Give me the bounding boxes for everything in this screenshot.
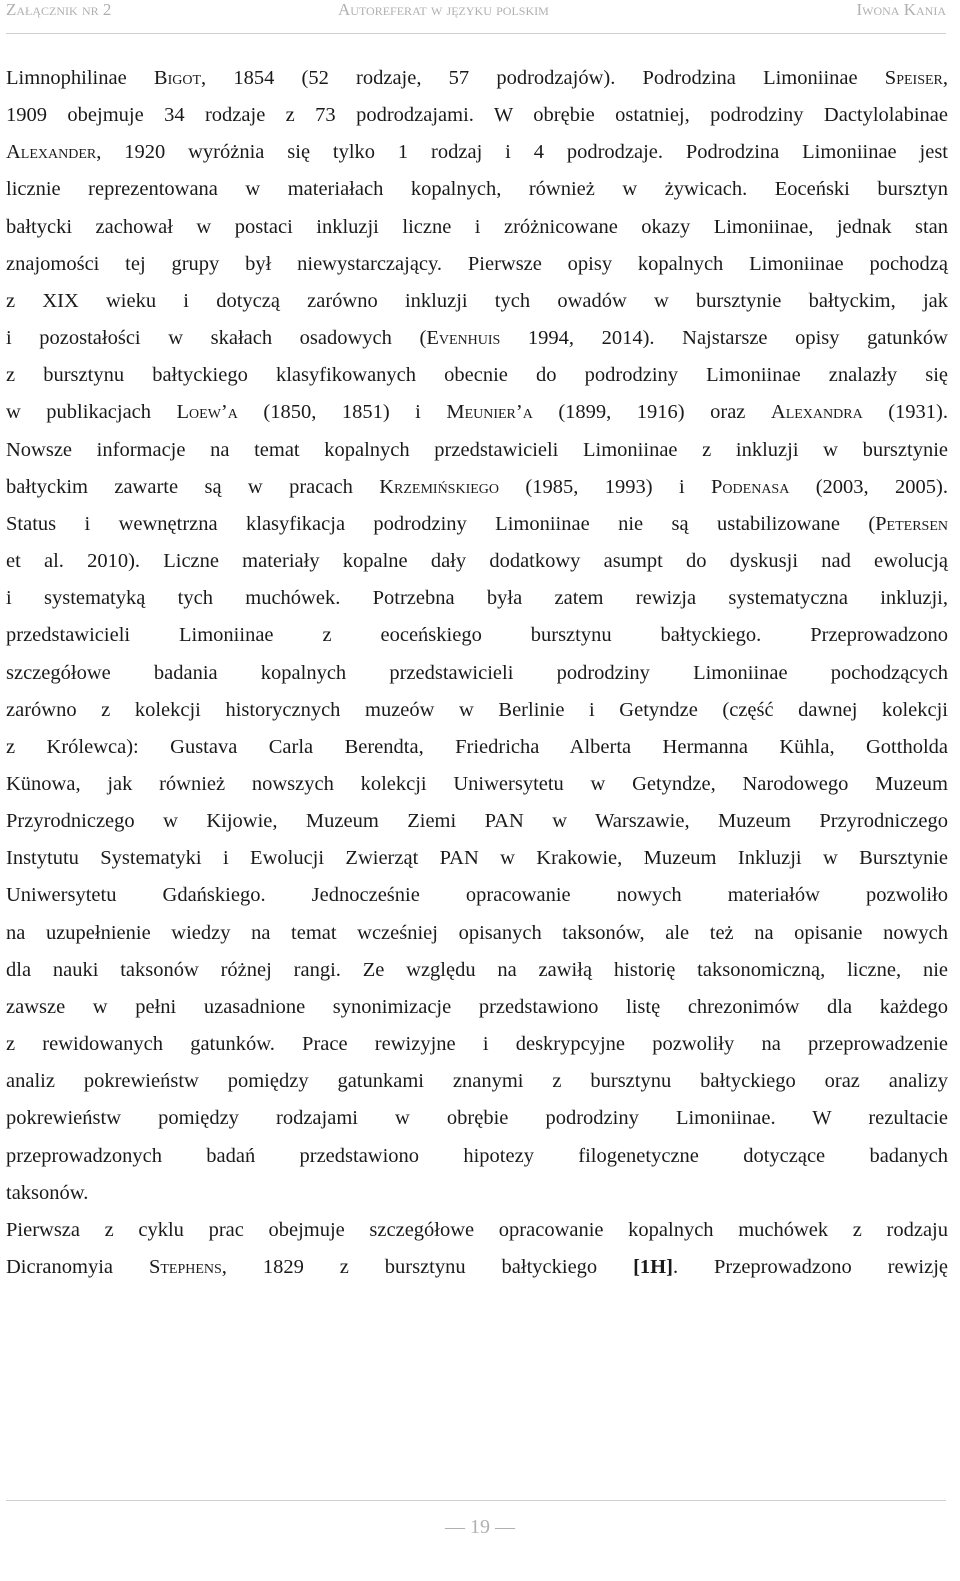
text-run: 1994, 2014). Najstarsze opisy gatunków (500, 327, 948, 350)
text-line (6, 469, 948, 506)
header-center-title: Autoreferat w języku polskim (338, 0, 549, 19)
text-line (6, 209, 948, 246)
text-line (6, 877, 948, 914)
text-run: przedstawicieli Limoniinae z eoceńskiego bursztynu bałtyckiego. Przeprowadzono (6, 624, 948, 647)
text-run: Uniwersytetu Gdańskiego. Jednocześnie opracowanie nowych materiałów pozwoliło (6, 884, 948, 907)
author-name: Evenhuis (426, 327, 501, 350)
footer-rule (6, 1500, 946, 1501)
text-run: , 1854 (52 rodzaje, 57 podrodzajów). Podrodzina Limoniinae (201, 67, 885, 89)
text-run: Künowa, jak również nowszych kolekcji Uniwersytetu w Getyndze, Narodowego Muzeum (6, 772, 948, 795)
author-name: Bigot (153, 67, 201, 89)
text-line (6, 803, 948, 840)
text-line (6, 1063, 948, 1100)
text-run: Nowsze informacje na temat kopalnych przedstawicieli Limoniinae z inkluzji w bursztynie (6, 438, 948, 461)
text-line (6, 320, 948, 357)
text-run: Status i wewnętrzna klasyfikacja podrodziny Limoniinae nie są ustabilizowane ( (6, 512, 876, 535)
text-run: (1931). (862, 401, 948, 424)
text-line (6, 543, 948, 580)
author-name: Alexander (6, 141, 97, 164)
document-body (6, 60, 948, 1286)
header-right-author: Iwona Kania (856, 0, 946, 19)
text-line (6, 357, 948, 394)
text-run: bałtycki zachował w postaci inkluzji liczne i zróżnicowane okazy Limoniinae, jednak stan (6, 215, 948, 238)
page-number-value: 19 (470, 1516, 490, 1538)
text-run: Pierwsza z cyklu prac obejmuje szczegółowe opracowanie kopalnych muchówek z rodzaju (6, 1218, 948, 1241)
text-line (6, 171, 948, 208)
author-name: Stephens (148, 1256, 222, 1278)
text-run: na uzupełnienie wiedzy na temat wcześniej opisanych taksonów, ale też na opisanie nowych (6, 921, 948, 944)
text-run: i systematyką tych muchówek. Potrzebna była zatem rewizja systematyczna inkluzji, (6, 587, 948, 610)
text-run: 1909 obejmuje 34 rodzaje z 73 podrodzajami. W obrębie ostatniej, podrodziny Dactylolabinae (6, 104, 948, 127)
text-run: (1899, 1916) oraz (532, 401, 771, 424)
header-left-annex: Załącznik nr 2 (6, 0, 112, 19)
text-line (6, 246, 948, 283)
text-line (6, 729, 948, 766)
text-line (6, 915, 948, 952)
text-line (6, 134, 948, 171)
text-run: (1850, 1851) i (237, 401, 447, 424)
paper-reference: [1H] (633, 1256, 673, 1278)
text-line (6, 506, 948, 543)
author-name: Alexandra (770, 401, 863, 424)
text-line (6, 580, 948, 617)
author-name: Speiser (884, 67, 943, 89)
author-name: Loew’a (176, 401, 238, 424)
text-run: znajomości tej grupy był niewystarczający. Pierwsze opisy kopalnych Limoniinae pochodzą (6, 252, 948, 275)
author-name: Meunier’a (446, 401, 533, 424)
page-header (6, 0, 946, 40)
text-run: Dicranomyia (6, 1256, 149, 1278)
text-run: taksonów. (6, 1181, 89, 1204)
text-line (6, 952, 948, 989)
text-run: z bursztynu bałtyckiego klasyfikowanych obecnie do podrodziny Limoniinae znalazły się (6, 364, 948, 387)
text-run: dla nauki taksonów różnej rangi. Ze względu na zawiłą historię taksonomiczną, liczne, nie (6, 958, 948, 981)
text-line (6, 1026, 948, 1063)
text-line (6, 1249, 948, 1286)
text-run: pokrewieństw pomiędzy rodzajami w obrębie podrodziny Limoniinae. W rezultacie (6, 1107, 948, 1130)
text-run: licznie reprezentowana w materiałach kopalnych, również w żywicach. Eoceński bursztyn (6, 178, 948, 201)
text-run: przeprowadzonych badań przedstawiono hipotezy filogenetyczne dotyczące badanych (6, 1144, 948, 1167)
text-run: analiz pokrewieństw pomiędzy gatunkami znanymi z bursztynu bałtyckiego oraz analizy (6, 1070, 948, 1093)
text-line (6, 1100, 948, 1137)
text-run: , 1920 wyróżnia się tylko 1 rodzaj i 4 podrodzaje. Podrodzina Limoniinae jest (96, 141, 948, 164)
author-name: Petersen (875, 512, 948, 535)
text-run: z rewidowanych gatunków. Prace rewizyjne i deskrypcyjne pozwoliły na przeprowadzenie (6, 1033, 948, 1056)
text-run: , 1829 z bursztynu bałtyckiego (221, 1256, 634, 1278)
text-run: z XIX wieku i dotyczą zarówno inkluzji tych owadów w bursztynie bałtyckim, jak (6, 289, 948, 312)
text-run: (1985, 1993) i (499, 475, 712, 498)
text-line (6, 283, 948, 320)
text-run: . Przeprowadzono rewizję (672, 1256, 948, 1278)
text-run: et al. 2010). Liczne materiały kopalne dały dodatkowy asumpt do dyskusji nad ewolucją (6, 550, 948, 573)
text-line (6, 1138, 948, 1175)
text-run: szczegółowe badania kopalnych przedstawicieli podrodziny Limoniinae pochodzących (6, 661, 948, 684)
author-name: Podenasa (711, 475, 790, 498)
text-line (6, 766, 948, 803)
text-run: bałtyckim zawarte są w pracach (6, 475, 380, 498)
text-line (6, 394, 948, 431)
text-line (6, 97, 948, 134)
text-line (6, 1175, 948, 1212)
text-line (6, 840, 948, 877)
text-run: Przyrodniczego w Kijowie, Muzeum Ziemi PAN w Warszawie, Muzeum Przyrodniczego (6, 810, 948, 833)
text-line (6, 617, 948, 654)
page-number: — 19 — (445, 1516, 515, 1538)
text-run: z Królewca): Gustava Carla Berendta, Friedricha Alberta Hermanna Kühla, Gottholda (6, 735, 948, 758)
text-run: (2003, 2005). (789, 475, 948, 498)
text-line (6, 60, 948, 97)
text-run: Instytutu Systematyki i Ewolucji Zwierząt PAN w Krakowie, Muzeum Inkluzji w Bursztynie (6, 847, 948, 870)
text-run: w publikacjach (6, 401, 177, 424)
text-run: zawsze w pełni uzasadnione synonimizacje przedstawiono listę chrezonimów dla każdego (6, 995, 948, 1018)
header-rule (6, 33, 946, 34)
text-line (6, 1212, 948, 1249)
text-line (6, 989, 948, 1026)
text-run: Limnophilinae (6, 67, 154, 89)
text-line (6, 432, 948, 469)
text-run: i pozostałości w skałach osadowych ( (6, 327, 427, 350)
text-line (6, 655, 948, 692)
text-run: zarówno z kolekcji historycznych muzeów w Berlinie i Getyndze (część dawnej kolekcji (6, 698, 948, 721)
text-run: , (942, 67, 948, 89)
author-name: Krzemińskiego (379, 475, 500, 498)
text-line (6, 692, 948, 729)
